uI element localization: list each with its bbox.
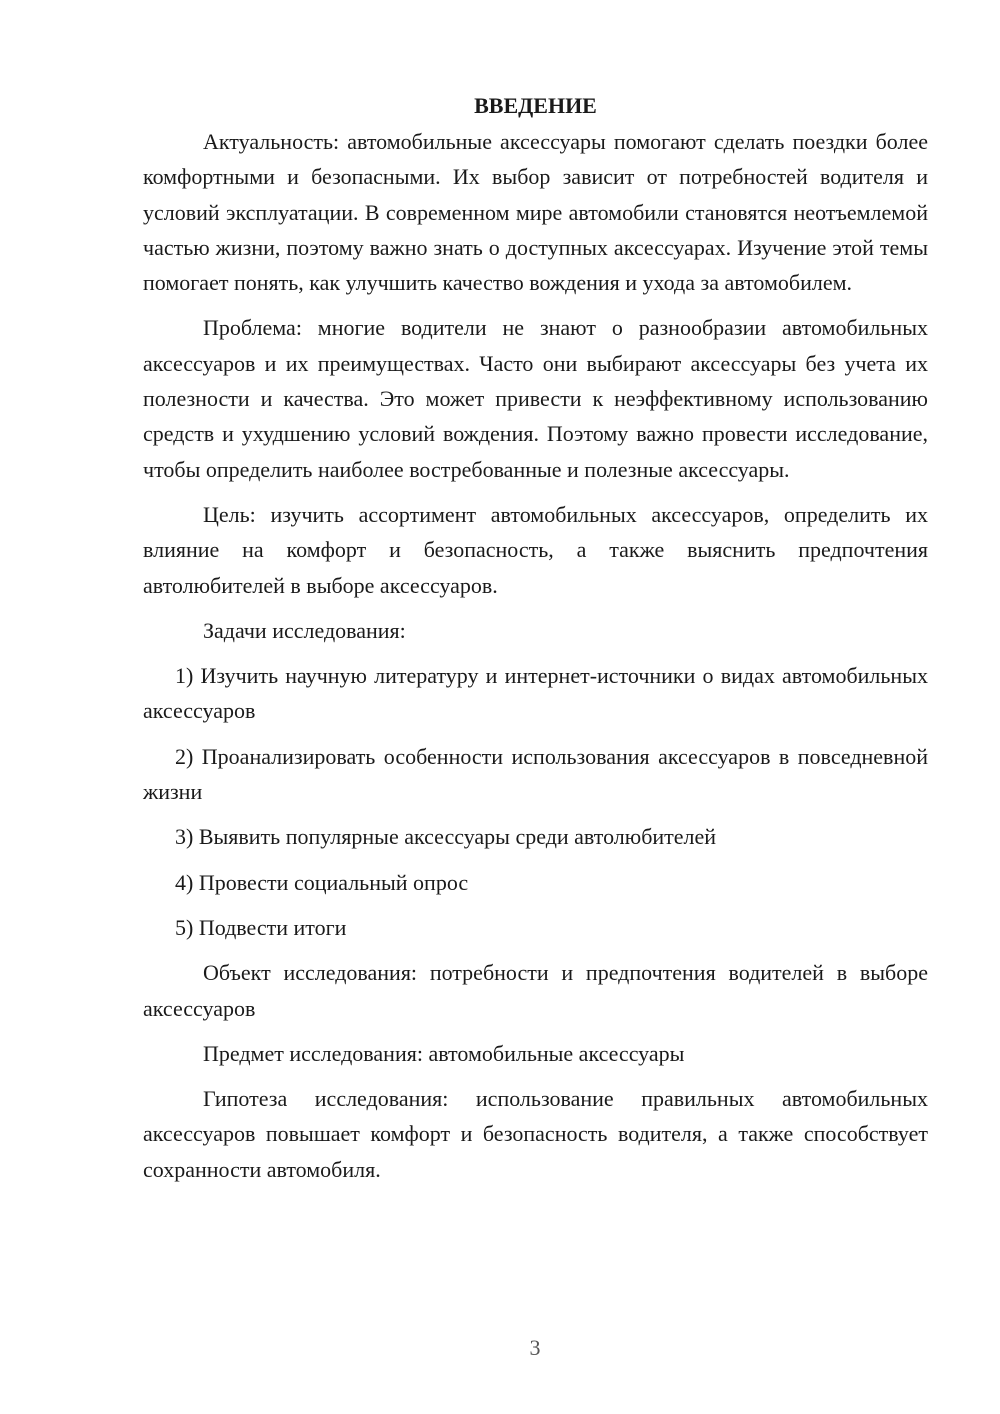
object-paragraph: Объект исследования: потребности и предпочтения водителей в выборе аксессуаров: [143, 960, 928, 1021]
tasks-heading: Задачи исследования:: [203, 617, 406, 643]
task-item-2: 2) Проанализировать особенности использования аксессуаров в повседневной жизни: [143, 743, 928, 805]
relevance-paragraph: Актуальность: автомобильные аксессуары помогают сделать поездки более комфортными и безопасными. Их выбор зависит от потребностей водителя и условий эксплуатации. В современном мире автомобили становятся неотъемлемой частью жизни, поэтому важно знать о доступных аксессуарах. Изучение этой темы помогает понять, как улучшить качество вождения и ухода за автомобилем.: [143, 129, 928, 296]
document-page: [143, 88, 928, 1197]
hypothesis-paragraph: Гипотеза исследования: использование правильных автомобильных аксессуаров повышает комфорт и безопасность водителя, а также способствует сохранности автомобиля.: [143, 1086, 928, 1182]
tasks-list: [143, 658, 928, 945]
page-number: 3: [529, 1335, 541, 1360]
goal-paragraph: Цель: изучить ассортимент автомобильных аксессуаров, определить их влияние на комфорт и безопасность, а также выяснить предпочтения автолюбителей в выборе аксессуаров.: [143, 501, 928, 598]
task-item-5: 5) Подвести итоги: [175, 914, 347, 940]
task-item-1: 1) Изучить научную литературу и интернет-источники о видах автомобильных аксессуаров: [143, 663, 928, 724]
task-item-4: 4) Провести социальный опрос: [175, 869, 469, 895]
problem-paragraph: Проблема: многие водители не знают о разнообразии автомобильных аксессуаров и их преимуществах. Часто они выбирают аксессуары без учета их полезности и качества. Это может привести к неэффективному использованию средств и ухудшению условий вождения. Поэтому важно провести исследование, чтобы определить наиболее востребованные и полезные аксессуары.: [143, 315, 928, 482]
subject-paragraph: Предмет исследования: автомобильные аксессуары: [203, 1040, 685, 1066]
task-item-3: 3) Выявить популярные аксессуары среди автолюбителей: [175, 824, 717, 850]
page-title: ВВЕДЕНИЕ: [474, 93, 597, 118]
